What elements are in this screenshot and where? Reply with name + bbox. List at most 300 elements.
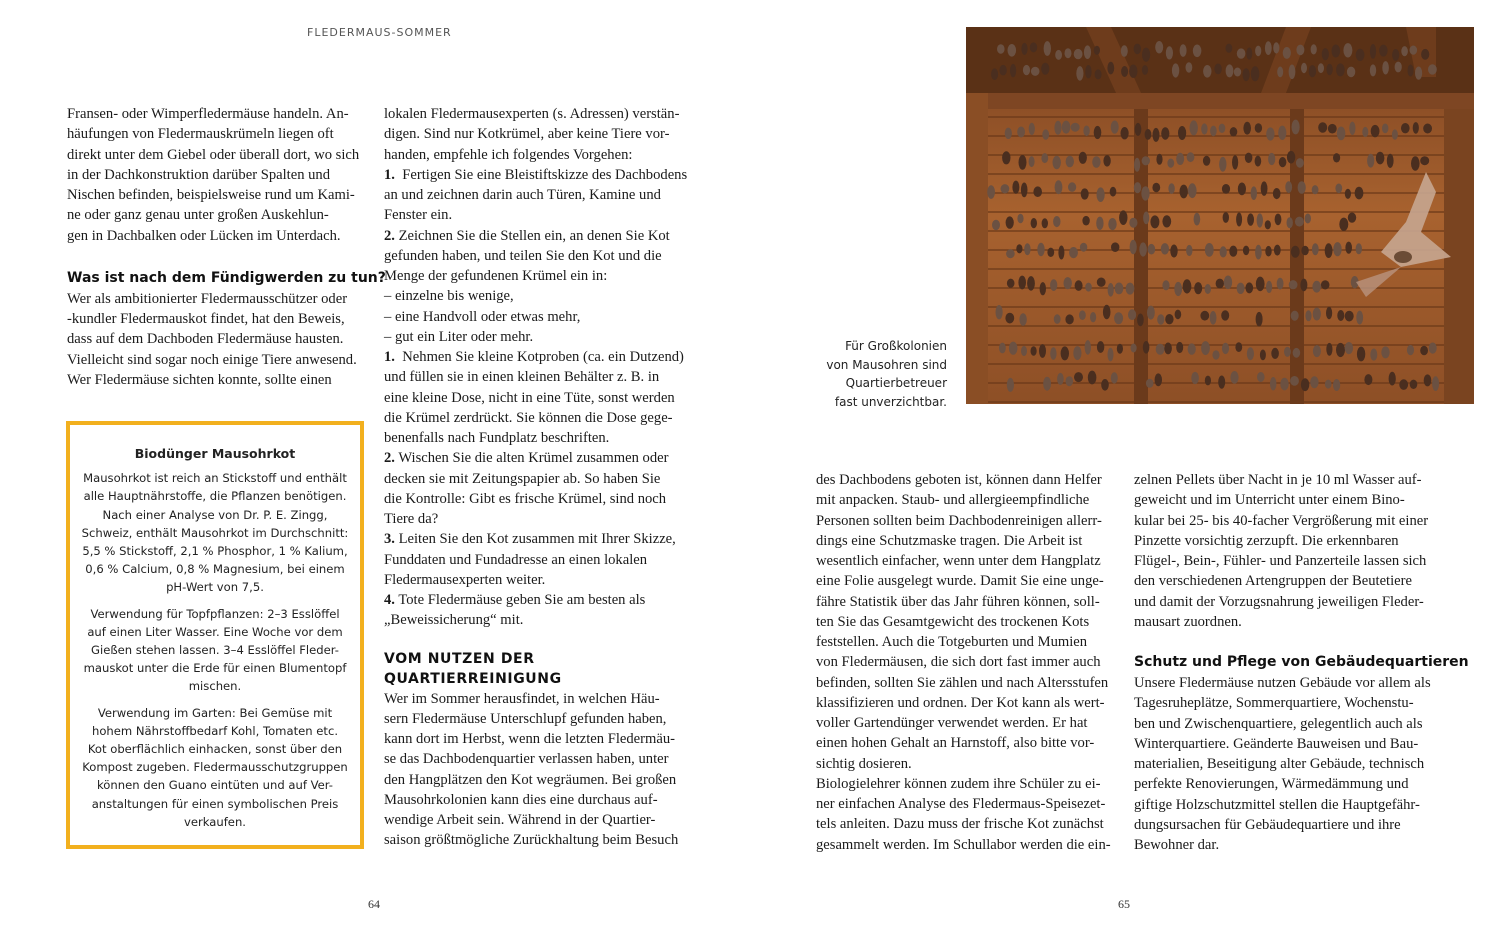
bat [1235,342,1242,352]
bat [1201,123,1207,134]
bat [1053,156,1061,169]
bat [1071,123,1080,132]
bat [1424,374,1432,386]
bat [1325,380,1332,389]
bat [1224,276,1232,290]
bat [1193,45,1202,58]
bat [1108,283,1114,297]
bat [1164,343,1172,355]
bat [1278,126,1286,140]
bat [1114,312,1123,324]
running-head: FLEDERMAUS-SOMMER [307,26,452,39]
bat [1031,67,1040,76]
bat [1429,343,1437,354]
bat [1318,122,1327,133]
bat [1255,123,1262,132]
bat [1326,343,1332,356]
bat [1017,127,1025,138]
bat [1029,156,1035,167]
bat [1232,155,1238,169]
bat [1326,307,1332,319]
bat [1285,181,1292,193]
bat [1134,44,1141,55]
bat [1275,214,1282,226]
section-heading: Schutz und Pflege von Gebäudequartieren [1134,654,1469,670]
bat [1274,245,1281,256]
bat [1219,157,1226,172]
bat [1243,68,1250,81]
bat [1054,121,1061,135]
bat [1356,311,1363,325]
section-heading: QUARTIERREINIGUNG [384,670,562,687]
bat [1332,45,1341,58]
bat [1040,282,1046,295]
bat [1058,246,1064,260]
bat [1255,156,1262,167]
bat [1268,153,1275,165]
bat [1399,379,1408,390]
list-item: 2. Zeichnen Sie die Stellen ein, an denen Sie Kot [384,227,670,244]
bat [1061,346,1069,360]
bat [1205,376,1211,386]
bat [1251,186,1257,200]
bat [1092,156,1100,168]
bat [1310,376,1318,388]
list-item: 1. Fertigen Sie eine Bleistiftskizze des Dachbodens [384,166,688,183]
bat [1029,123,1035,135]
bat [1166,46,1173,59]
bat [1292,120,1300,135]
bat [1271,348,1279,359]
bat [1333,242,1341,256]
bat [1371,125,1380,137]
bat [1335,184,1342,194]
bat [1009,342,1018,355]
bat [1357,347,1365,362]
info-box-paragraph: Mausohrkot ist reich an Stickstoff und enthält alle Hauptnährstoffe, die Pflanzen benötigen. Nach einer Analyse von Dr. P. E. Zingg, Schweiz, enthält Mausohrkot im Durchschnitt: 5,5 % Stickstoff, 2,1 % Phosphor, 1 % Kalium, 0,6 % Calcium, 0,8 % Magnesium, bei einem pH-Wert von 7,5. [81,471,349,595]
bat [1085,283,1092,292]
info-box-title: Biodünger Mausohrkot [134,446,296,461]
bat [1273,42,1279,53]
bat [1094,126,1102,139]
bat [1291,311,1299,321]
list-item: 3. Leiten Sie den Kot zusammen mit Ihrer Skizze, [384,531,676,548]
bat [1161,243,1169,254]
bat [1097,278,1106,287]
bat [1270,377,1276,390]
bat [1221,310,1229,320]
bat [1142,65,1148,75]
bat [1006,216,1014,228]
bat [1203,65,1211,78]
bat [1370,349,1377,361]
bat [1187,152,1195,162]
bat [1289,280,1298,289]
bat [1037,243,1044,256]
bat [1339,218,1348,231]
bat [1382,124,1388,134]
bat [1021,183,1028,198]
bat [1256,312,1263,327]
bat [1367,154,1374,168]
bat [1243,246,1249,256]
bat [1007,378,1014,392]
bat [1050,347,1056,360]
bat [1420,346,1428,356]
bat [1326,64,1332,75]
bat [987,185,995,199]
bat [1115,283,1124,295]
section-heading: Was ist nach dem Fündigwerden zu tun? [67,269,386,286]
paragraph: Wer als ambitionierter Fledermausschützer oder -kundler Fledermauskot findet, hat den Beweis, dass auf dem Dachboden Fledermäuse hausten. Vielleicht sind sogar noch einige Tiere anwesend. Wer Fledermäuse sichten konnte, sollte einen [67,290,357,388]
bat [1146,379,1154,388]
bat [1148,244,1156,255]
bat [1222,184,1230,194]
bat [1121,45,1128,57]
bat [1325,243,1333,258]
bat [1111,121,1119,134]
bat [1322,48,1329,60]
bat [1085,340,1091,355]
bat [1291,246,1300,258]
bat [1054,314,1061,324]
bat [1074,49,1083,59]
bat [1410,46,1418,55]
bat [1401,123,1410,133]
bat [1356,49,1365,61]
bat [1175,310,1182,320]
bat [1220,246,1227,257]
bat [1188,343,1196,354]
bat [1246,48,1252,60]
bat [1349,122,1355,135]
bat [1298,181,1306,194]
bat [1085,65,1091,78]
bat [1080,243,1087,252]
bat [1042,218,1048,228]
bat [1162,215,1171,227]
bat [1245,153,1253,163]
bat [1273,188,1281,199]
bat [1064,277,1072,289]
bat [1410,380,1418,389]
bat [1188,183,1197,198]
bat [1190,120,1198,135]
bat [1041,153,1048,163]
bat [1337,310,1344,321]
bat [1284,347,1291,357]
bat [1055,50,1062,60]
bat [1293,348,1301,358]
bat [1156,344,1165,355]
bat [1295,217,1304,227]
bat [1074,372,1083,382]
bat [1111,242,1119,252]
bat [1129,65,1137,78]
bat [1370,44,1376,59]
bat [1139,242,1147,256]
bat [1103,155,1110,166]
bat [1088,371,1097,385]
bat [1345,242,1352,254]
bat [1247,213,1254,225]
bat-colony-photo [966,27,1474,404]
bat [1348,213,1356,223]
bat [997,44,1005,54]
left-column-1 [67,104,386,390]
info-box-paragraph: Verwendung für Topfpflanzen: 2–3 Esslöffel auf einen Liter Wasser. Eine Woche vor dem Gießen stehen lassen. 3–4 Esslöffel Fleder- mauskot unter die Erde für einen Blumentopf mischen. [83,606,347,694]
bat [1345,311,1354,322]
bat [1333,379,1340,391]
bat [1395,62,1402,73]
bat [1205,243,1214,257]
bat [1066,156,1074,168]
bat [1236,213,1242,227]
bat [1318,63,1324,73]
bat [1401,46,1408,56]
left-column-2: lokalen Fledermausexperten (s. Adressen) verstän- digen. Sind nur Kotkrümel, aber keine Tiere vor- handen, empfehle ich folgendes Vorgehen: 1. Fertigen Sie eine Bleistiftskizze des Dachbodens an und zeichnen darin auch Türen, Kamine und Fenster ein. 2. Zeichnen Sie die Stellen ein, an denen Sie Kot gefunden haben, und teilen Sie den Kot und die Menge der gefundenen Krümel ein in: – einzelne bis wenige, – eine Handvoll oder etwas mehr, – gut ein Liter oder mehr. 1. Nehmen Sie kleine Kotproben (ca. ein Dutzend) und füllen sie in einen kleinen Behälter z. B. in eine kleine Dose, nicht in eine Tüte, sonst werden die Krümel zerdrückt. Sie können die Dose gege- benenfalls nach Fundplatz beschriften. 2. Wischen Sie die alten Krümel zusammen oder decken sie mit Zeitungspapier ab. So haben Sie die Kontrolle: Gibt es frische Krümel, sind noch Tiere da? 3. Leiten Sie den Kot zusammen mit Ihrer Skizze, Funddaten und Fundadresse an einen lokalen Fledermausexperten weiter. 4. Tote Fledermäuse geben Sie am besten als „Beweissicherung“ mit. VOM NUTZEN DER QUARTIERREINIGUNG Wer im Sommer herausfindet, in welchen Häu- sern Fledermäuse Unterschlupf gefunden haben, kann dort im Herbst, wenn die letzten Fledermäu- se das Dachbodenquartier verlassen haben, unter den Hangplätzen den Kot wegräumen. Bei großen Mausohrkolonien kann dies eine durchaus auf- wendige Arbeit sein. Während in der Quartier- saison größtmögliche Zurückhaltung beim Besuch [384,106,688,849]
bat [1150,215,1159,228]
bat [1247,347,1254,360]
bat [1065,314,1073,324]
bat [1142,156,1150,165]
bat [1095,69,1102,79]
bat [1333,153,1340,162]
bat [1287,151,1295,164]
bat [1019,313,1026,326]
bat [1075,280,1083,291]
bat [1174,282,1182,296]
bat [1226,64,1234,77]
bat [1381,346,1389,358]
bat [1296,158,1304,168]
bat [1007,279,1015,288]
bat [1277,67,1283,78]
bat [1153,128,1160,142]
bat [1084,45,1091,59]
bat [1030,42,1037,52]
bat [1290,376,1299,386]
bat [1301,63,1307,73]
bat [1311,44,1317,54]
bat [1230,371,1238,384]
bat [1002,151,1010,164]
bat [1287,217,1293,228]
bat [1143,341,1150,354]
bat [1023,65,1030,75]
bat [1010,64,1016,77]
right-column-1: des Dachbodens geboten ist, können dann Helfer mit anpacken. Staub- und allergieempfindliche Personen sollten beim Dachbodenreinigen allerr- dings eine Schutzmaske tragen. Die Arbeit ist wesentlich einfacher, wenn unter dem Hangplatz eine Folie ausgelegt wurde. Damit Sie eine unge- fähre Statistik über das Jahr führen können, soll- ten Sie das Gesamtgewicht des trockenen Kots feststellen. Auch die Totgeburten und Mumien von Fledermäusen, die sich dort fast immer auch befinden, sollten Sie zählen und nach Altersstufen klassifizieren und ordnen. Der Kot kann als wert- voller Gartendünger verwendet werden. Er hat einen hohen Gehalt an Harnstoff, also bitte vor- sichtig dosieren. Biologielehrer können zudem ihre Schüler zu ei- ner einfachen Analyse des Fledermaus-Speisezet- tels anleiten. Dazu muss der frische Kot zunächst gesammelt werden. Im Schullabor werden die ein- [816,472,1111,853]
bat [1079,152,1087,164]
bat [1428,64,1437,74]
bat [1194,282,1202,294]
bat [1090,312,1096,322]
bat [1097,341,1104,353]
bat [1019,155,1027,170]
bat [1129,218,1137,228]
bat [1107,62,1114,75]
photo-caption: Für Großkolonien von Mausohren sind Quartierbetreuer fast unverzichtbar. [826,339,947,409]
bat [1117,344,1123,354]
bat [1238,183,1246,196]
bat [1223,212,1229,223]
bat [1121,66,1128,77]
bat [1260,350,1266,361]
bat [1135,123,1142,136]
bat [996,305,1003,319]
bat [1110,187,1117,197]
bat [1265,220,1271,229]
bat [1210,311,1217,325]
bat [1016,244,1022,253]
bat [1021,346,1027,356]
bat [1347,67,1355,78]
bat [1246,282,1254,293]
bat [1415,67,1422,80]
bat [1134,182,1141,193]
bat [1312,185,1319,194]
bat [1047,248,1054,257]
page-number-right: 65 [1118,897,1130,911]
bat [1057,373,1064,385]
bat [1205,284,1211,294]
bat [1300,279,1307,292]
bat [1356,243,1362,254]
bat [1392,49,1399,61]
bat [1044,41,1051,56]
bat [1066,376,1074,386]
page-number-left: 64 [368,897,380,911]
bat [1082,216,1089,226]
bat [1155,373,1162,386]
bat [1111,372,1118,383]
bat [1251,66,1260,81]
bat [1033,186,1042,197]
bat [1411,156,1420,170]
bat [1186,62,1193,72]
bat [1062,121,1071,134]
bat [1005,313,1014,324]
bat [1216,279,1224,289]
bat [1212,350,1219,359]
bat [1145,129,1152,140]
bat [1157,314,1164,325]
bat [1165,314,1173,324]
bat [1237,48,1246,58]
bat [1222,343,1229,354]
bat [1255,245,1262,260]
bat [1094,46,1100,55]
bat [1301,378,1309,391]
bat [1152,183,1160,193]
bat [1305,214,1311,224]
bat [1162,280,1169,290]
bat [1355,187,1364,200]
bat [1226,44,1233,53]
bat [1379,45,1387,57]
bat [1313,345,1321,357]
bat [1012,181,1019,194]
bat [1255,46,1261,57]
bat [1261,181,1268,195]
bat [1376,152,1385,165]
list-item: 2. Wischen Sie die alten Krümel zusammen oder [384,450,669,467]
bat [1229,246,1237,257]
bat [1257,372,1265,382]
bat [1083,126,1089,137]
bat [1312,281,1321,293]
bat [1200,311,1209,321]
list-item: 1. Nehmen Sie kleine Kotproben (ca. ein Dutzend) [384,349,684,365]
bat [1055,180,1063,194]
bat [1256,277,1265,292]
bat [1214,64,1221,75]
bat [999,343,1006,354]
bat [1161,127,1169,139]
bat [1119,210,1127,225]
bat [1407,345,1414,355]
bat [1345,189,1351,199]
info-box-paragraph: Verwendung im Garten: Bei Gemüse mit hohem Nährstoffbedarf Kohl, Tomaten etc. Kot oberflächlich einhacken, sonst über den Kompost zugeben. Fledermausschutzgruppen können den Guano eintüten und auf Ver- anstaltungen für einen symbolischen Preis verkaufen. [82,705,348,829]
bat [1309,65,1316,77]
bat [1041,63,1049,75]
bat [992,220,1000,230]
bat [1203,156,1210,166]
bat [1031,218,1037,228]
bat [1305,310,1311,321]
bat [1180,185,1188,199]
bat [1031,346,1037,356]
bat [1137,314,1144,327]
bat [1108,348,1114,362]
bat [1065,48,1072,58]
bat [1277,278,1284,290]
bat [1130,240,1137,255]
bat [1420,156,1429,165]
bat [1362,127,1368,137]
bat [1364,374,1372,385]
bat [1143,212,1149,225]
bat [1432,376,1439,391]
bat [1237,283,1245,294]
bat [1103,305,1111,320]
bat [1126,283,1135,295]
bat [1178,126,1186,140]
bat [1421,49,1429,60]
bat [1142,48,1150,62]
bat [1172,63,1179,77]
bat [1155,41,1163,53]
bat [1219,124,1226,133]
bat [1008,44,1017,57]
bat [1147,306,1155,320]
bat [1006,249,1015,258]
bat [1156,154,1162,165]
bat [1194,213,1201,226]
bat [1243,122,1251,135]
bat [1170,245,1177,258]
bat [1336,63,1345,76]
bat [999,65,1006,76]
section-heading: VOM NUTZEN DER [384,650,535,667]
bat [1387,154,1394,168]
bat [1167,159,1174,168]
bat [1176,342,1183,353]
bat [1021,43,1027,55]
bat [1176,153,1184,165]
bat [1168,183,1174,194]
bat [1201,341,1210,355]
